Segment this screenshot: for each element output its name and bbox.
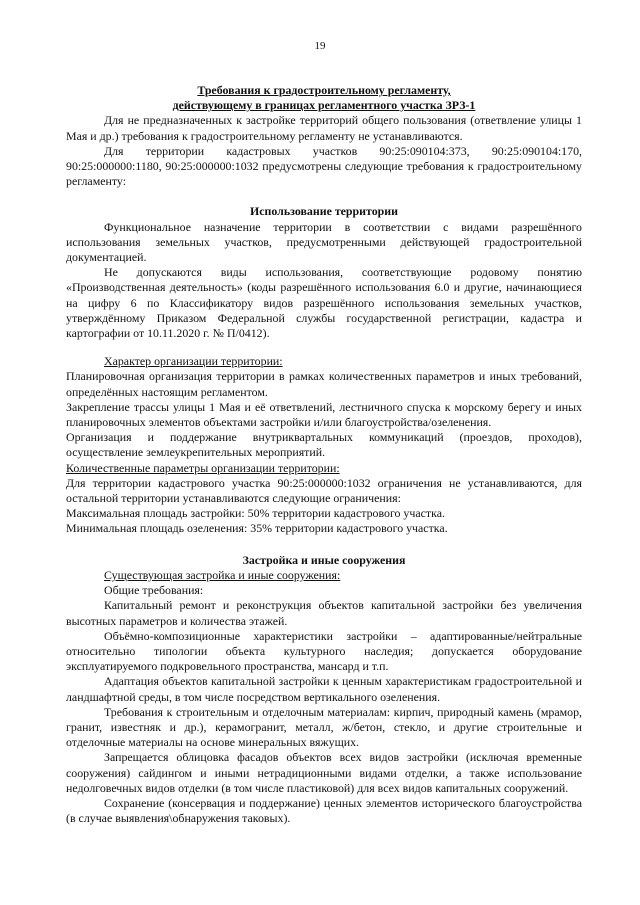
subheading-territory-organization: Характер организации территории: [104, 354, 283, 369]
document-title-line1: Требования к градостроительному регламенту, [197, 83, 451, 97]
land-use-paragraph-1: Функциональное назначение территории в соответствии с видами разрешённого использования земельных участков, предусмотренными действующей градостроительной документацией. [66, 219, 582, 265]
parameters-max-built-area: Максимальная площадь застройки: 50% территории кадастрового участка. [66, 506, 445, 521]
section-heading-buildings: Застройка и иные сооружения [242, 552, 406, 567]
parameters-paragraph-1: Для территории кадастрового участка 90:25:000000:1032 ограничения не устанавливаются, для остальной территории устанавливаются следующие ограничения: [66, 475, 582, 506]
organization-paragraph-1: Планировочная организация территории в рамках количественных параметров и иных требований, определённых настоящим регламентом. [66, 369, 582, 399]
buildings-paragraph-3: Адаптация объектов капитальной застройки к ценным характеристикам градостроительной и ландшафтной среды, в том числе посредством вертикального озеленения. [66, 674, 582, 704]
general-requirements-label: Общие требования: [104, 583, 204, 598]
document-body [66, 83, 582, 826]
buildings-paragraph-4: Требования к строительным и отделочным материалам: кирпич, природный камень (мрамор, гранит, известняк и др.), керамогранит, металл, ж/бетон, стекло, и другие строительные и отделочные материалы на основе минеральных вяжущих. [66, 704, 582, 750]
subheading-quantitative-parameters: Количественные параметры организации территории: [66, 460, 340, 475]
intro-paragraph-2: Для территории кадастровых участков 90:25:090104:373, 90:25:090104:170, 90:25:000000:1180, 90:25:000000:1032 предусмотрены следующие требования к градостроительному регламенту: [66, 143, 582, 189]
page-number: 19 [314, 40, 326, 52]
intro-paragraph-1: Для не предназначенных к застройке территорий общего пользования (ответвление улицы 1 Мая и др.) требования к градостроительному регламенту не устанавливаются. [66, 113, 582, 143]
document-title-line2: действующему в границах регламентного участка ЗРЗ-1 [172, 98, 476, 113]
buildings-paragraph-1: Капитальный ремонт и реконструкция объектов капитальной застройки без увеличения высотных параметров и количества этажей. [66, 598, 582, 628]
buildings-paragraph-5: Запрещается облицовка фасадов объектов всех видов застройки (исключая временные сооружения) сайдингом и иными нетрадиционными видами отделки, а также использование недолговечных видов отделки (в том числе пластиковой) для всех видов капитальных сооружений. [66, 750, 582, 795]
parameters-min-green-area: Минимальная площадь озеленения: 35% территории кадастрового участка. [66, 521, 448, 536]
organization-paragraph-2: Закрепление трассы улицы 1 Мая и её ответвлений, лестничного спуска к морскому берегу и иных планировочных элементов объектами застройки и/или благоустройства/озеленения. [66, 399, 582, 430]
subheading-existing-buildings: Существующая застройка и иные сооружения: [104, 567, 341, 582]
organization-paragraph-3: Организация и поддержание внутриквартальных коммуникаций (проездов, проходов), осуществление землеукрепительных мероприятий. [66, 430, 582, 460]
land-use-paragraph-2: Не допускаются виды использования, соответствующие родовому понятию «Производственная деятельность» (коды разрешённого использования 6.0 и другие, начинающиеся на цифру 6 по Классификатору видов разрешённого использования земельных участков, утверждённому Приказом Федеральной службы государственной регистрации, кадастра и картографии от 10.11.2020 г. № П/0412). [66, 265, 582, 341]
buildings-paragraph-2: Объёмно-композиционные характеристики застройки – адаптированные/нейтральные относительно типологии объекта культурного наследия; допускается оборудование эксплуатируемого подкровельного пространства, мансард и т.п. [66, 628, 582, 674]
section-heading-land-use: Использование территории [250, 204, 398, 219]
buildings-paragraph-6: Сохранение (консервация и поддержание) ценных элементов исторического благоустройства (в случае выявления\обнаружения таковых). [66, 795, 582, 826]
